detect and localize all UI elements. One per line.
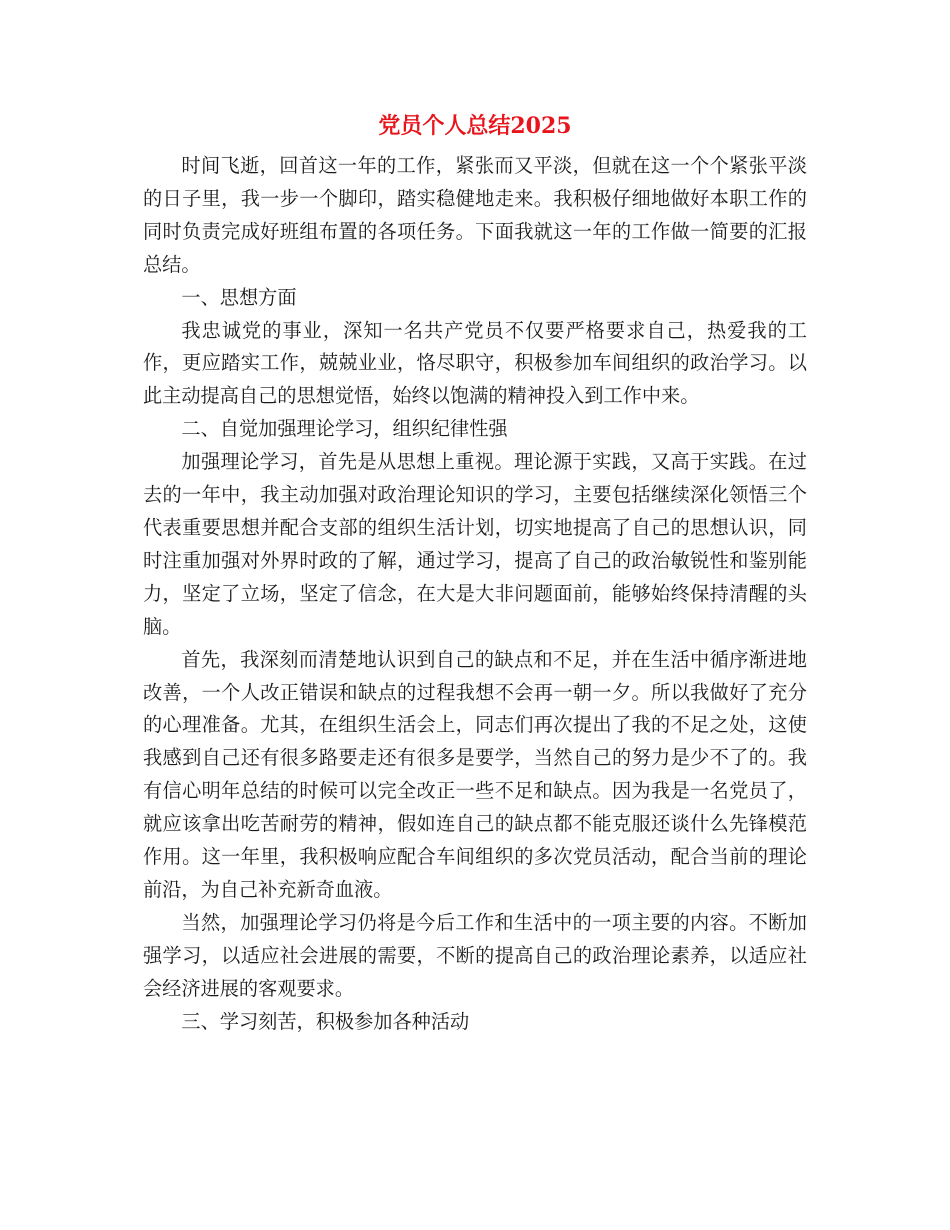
paragraph-continued-study: 当然，加强理论学习仍将是今后工作和生活中的一项主要的内容。不断加强学习，以适应社会进展的需要，不断的提高自己的政治理论素养，以适应社会经济进展的客观要求。 [143,910,807,1000]
section-heading-2: 二、自觉加强理论学习，组织纪律性强 [181,417,508,441]
document-body [143,150,807,1038]
paragraph-thought: 我忠诚党的事业，深知一名共产党员不仅要严格要求自己，热爱我的工作，更应踏实工作，兢兢业业，恪尽职守，积极参加车间组织的政治学习。以此主动提高自己的思想觉悟，始终以饱满的精神投入到工作中来。 [143,318,807,408]
paragraph-intro: 时间飞逝，回首这一年的工作，紧张而又平淡，但就在这一个个紧张平淡的日子里，我一步一个脚印，踏实稳健地走来。我积极仔细地做好本职工作的同时负责完成好班组布置的各项任务。下面我就这一年的工作做一简要的汇报总结。 [143,154,807,276]
section-heading-3: 三、学习刻苦，积极参加各种活动 [181,1009,470,1033]
paragraph-shortcomings: 首先，我深刻而清楚地认识到自己的缺点和不足，并在生活中循序渐进地改善，一个人改正错误和缺点的过程我想不会再一朝一夕。所以我做好了充分的心理准备。尤其，在组织生活会上，同志们再次提出了我的不足之处，这使我感到自己还有很多路要走还有很多是要学，当然自己的努力是少不了的。我有信心明年总结的时候可以完全改正一些不足和缺点。因为我是一名党员了，就应该拿出吃苦耐劳的精神，假如连自己的缺点都不能克服还谈什么先锋模范作用。这一年里，我积极响应配合车间组织的多次党员活动，配合当前的理论前沿，为自己补充新奇血液。 [143,647,807,901]
section-heading-1: 一、思想方面 [181,285,297,309]
document-title: 党员个人总结2025 [378,113,572,139]
paragraph-theory: 加强理论学习，首先是从思想上重视。理论源于实践，又高于实践。在过去的一年中，我主动加强对政治理论知识的学习，主要包括继续深化领悟三个代表重要思想并配合支部的组织生活计划，切实地提高了自己的思想认识，同时注重加强对外界时政的了解，通过学习，提高了自己的政治敏锐性和鉴别能力，坚定了立场，坚定了信念，在大是大非问题面前，能够始终保持清醒的头脑。 [143,450,807,638]
